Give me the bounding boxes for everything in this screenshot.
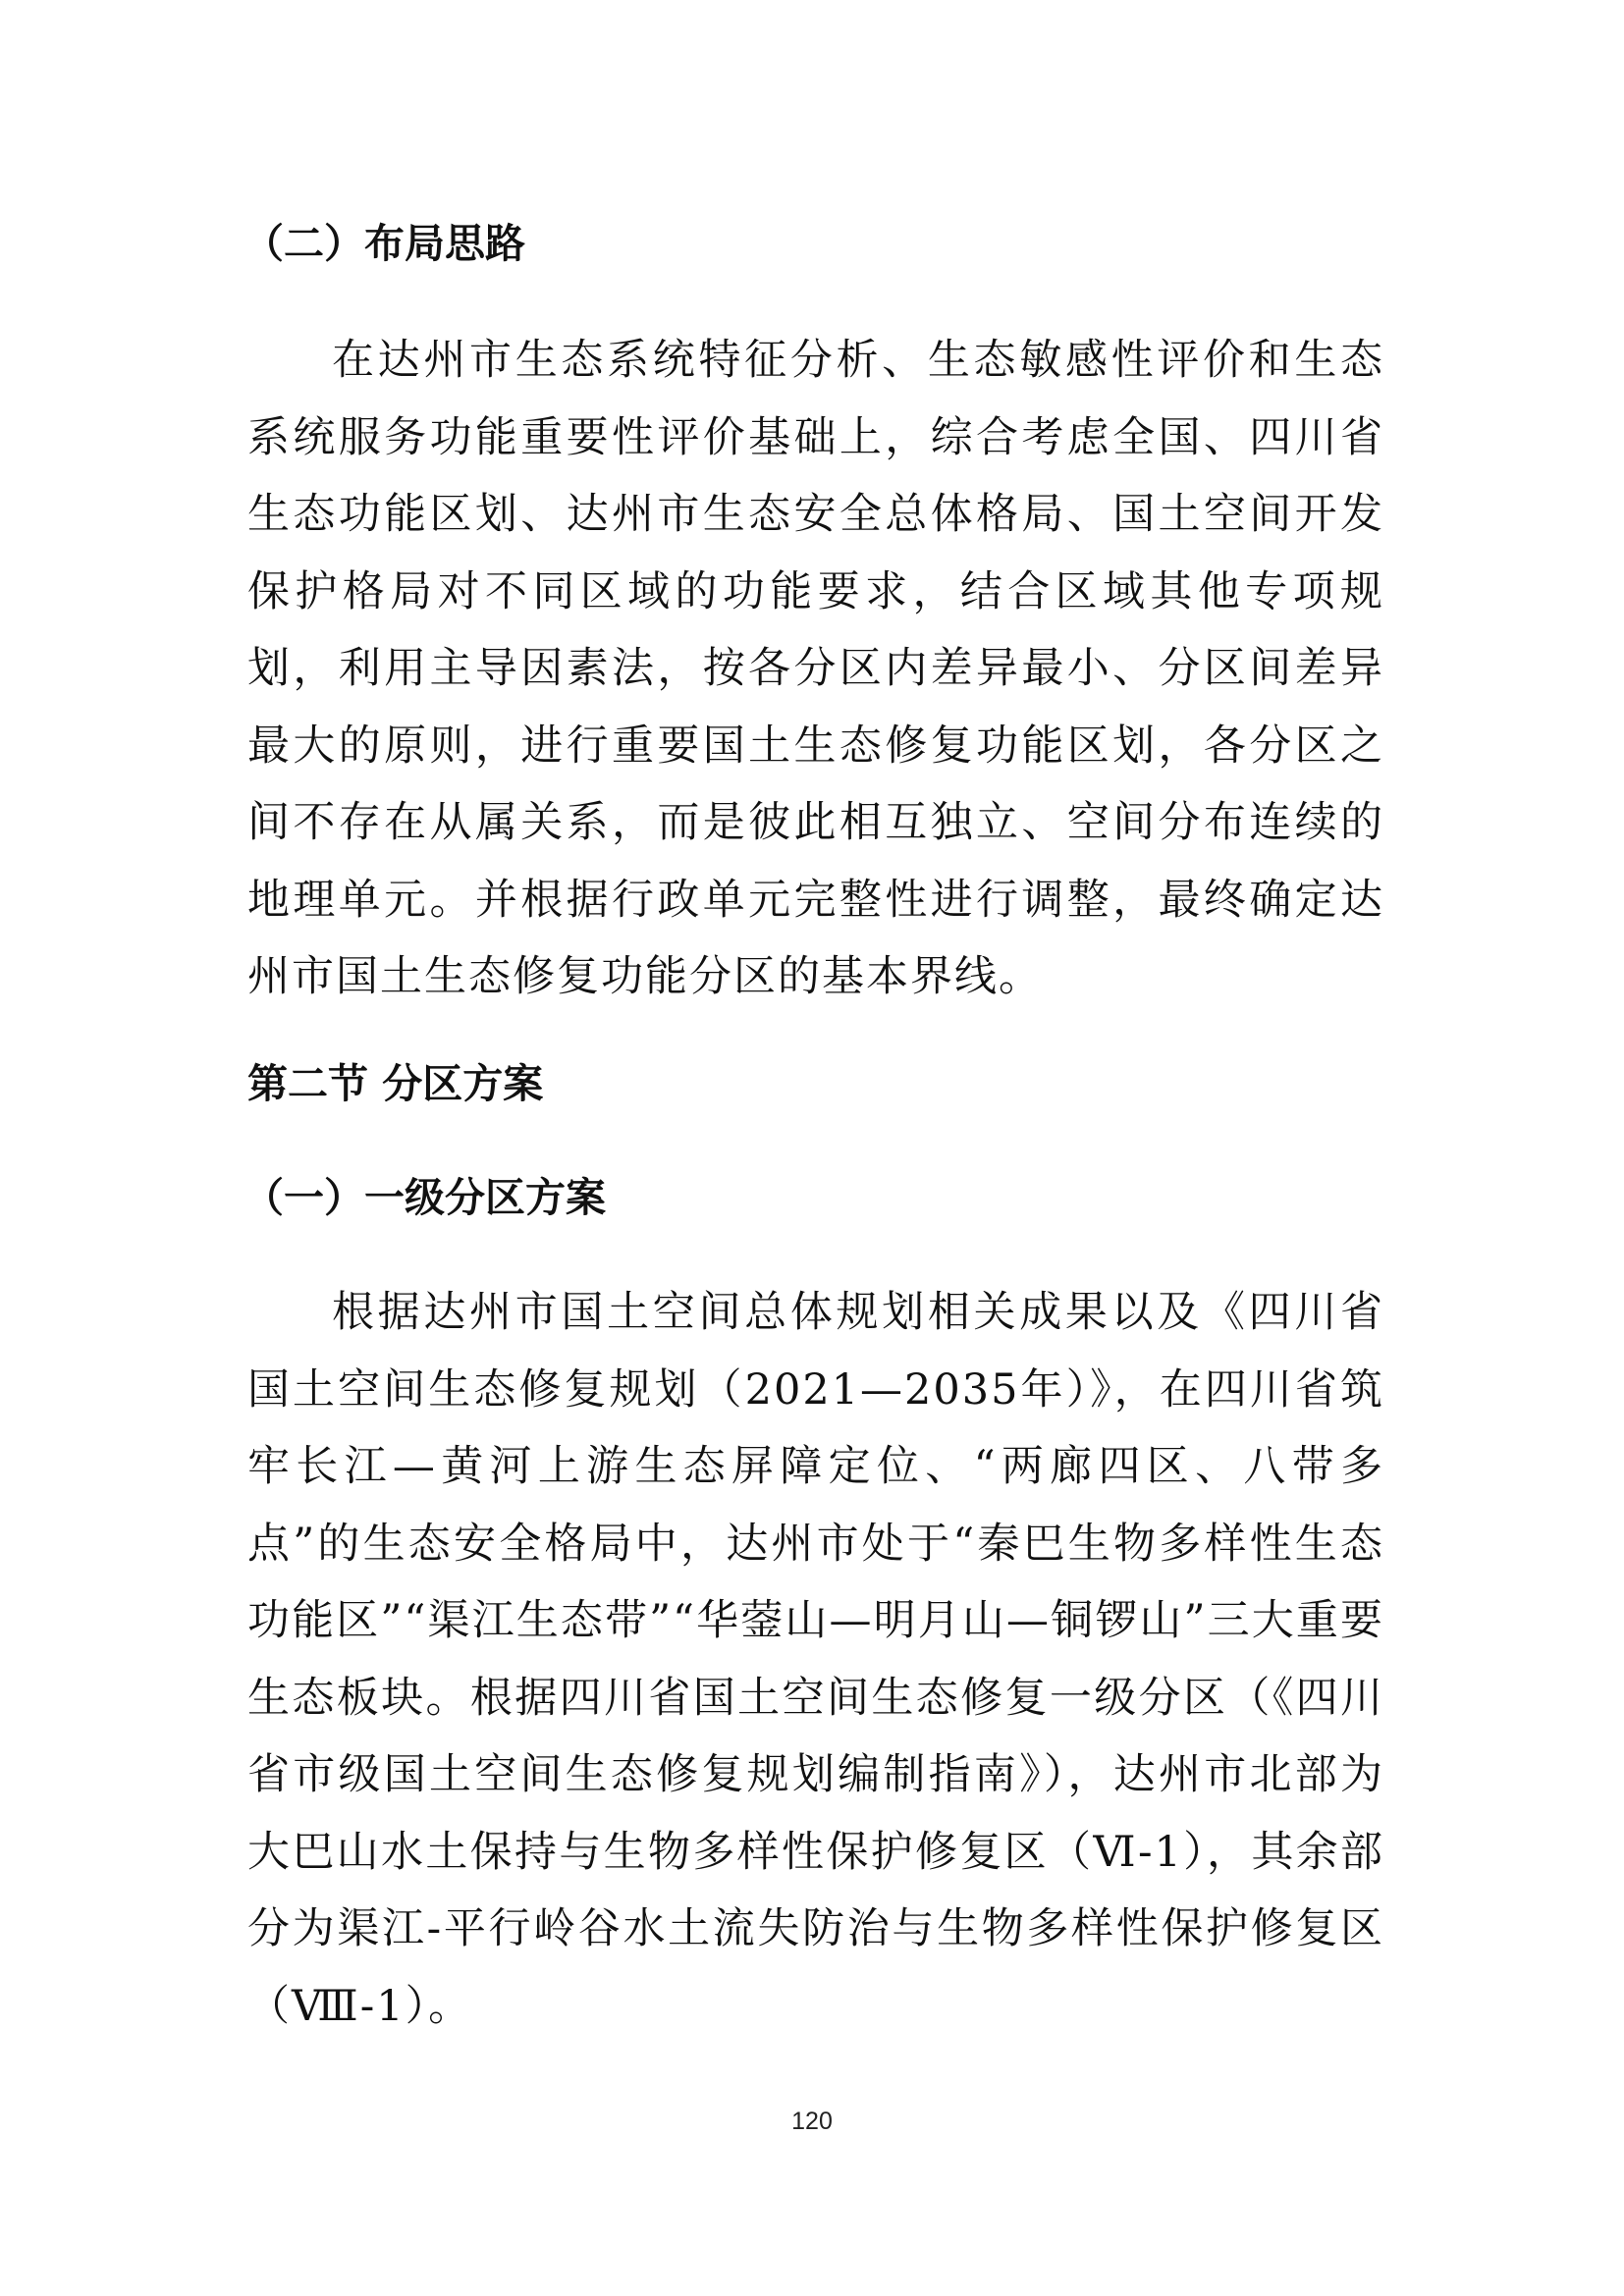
heading-layout-approach: （二）布局思路 [244,220,525,267]
heading-section-two: 第二节 分区方案 [247,1060,544,1107]
paragraph-level1-scheme: 根据达州市国土空间总体规划相关成果以及《四川省国土空间生态修复规划（2021—2035年）》，在四川省筑牢长江—黄河上游生态屏障定位、“两廊四区、八带多点”的生态安全格局中，达州市处于“秦巴生物多样性生态功能区”“渠江生态带”“华蓥山—明月山—铜锣山”三大重要生态板块。根据四川省国土空间生态修复一级分区（《四川省市级国土空间生态修复规划编制指南》），达州市北部为大巴山水土保持与生物多样性保护修复区（Ⅵ-1），其余部分为渠江-平行岭谷水土流失防治与生物多样性保护修复区（Ⅷ-1）。 [247,1288,1384,2031]
page-number: 120 [791,2108,833,2135]
paragraph-layout-approach: 在达州市生态系统特征分析、生态敏感性评价和生态系统服务功能重要性评价基础上，综合考虑全国、四川省生态功能区划、达州市生态安全总体格局、国土空间开发保护格局对不同区域的功能要求，结合区域其他专项规划，利用主导因素法，按各分区内差异最小、分区间差异最大的原则，进行重要国土生态修复功能区划，各分区之间不存在从属关系，而是彼此相互独立、空间分布连续的地理单元。并根据行政单元完整性进行调整，最终确定达州市国土生态修复功能分区的基本界线。 [247,336,1384,1001]
heading-level1-scheme: （一）一级分区方案 [244,1174,606,1221]
